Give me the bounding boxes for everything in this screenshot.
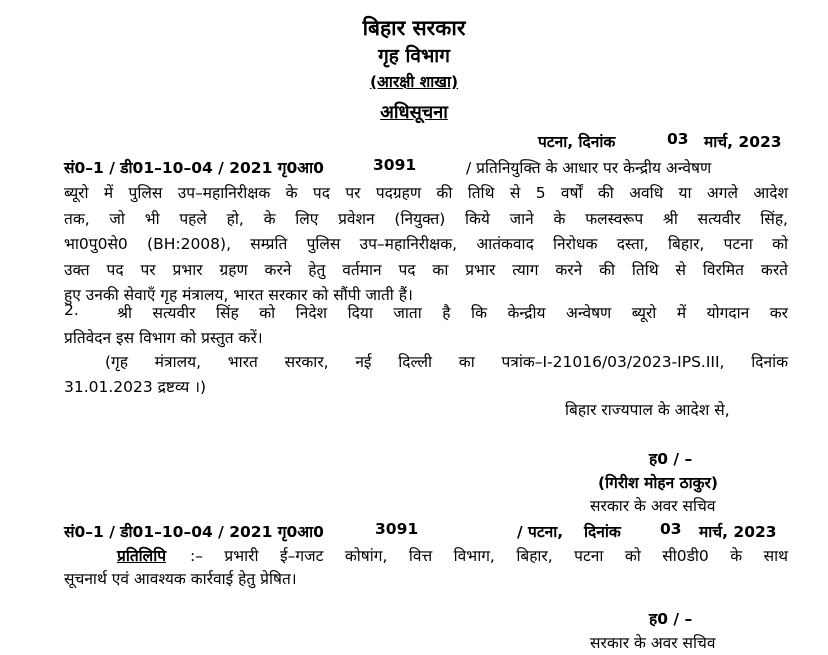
signatory-name: (गिरीश मोहन ठाकुर): [598, 474, 718, 492]
order-line-1: / प्रतिनियुक्ति के आधार पर केन्द्रीय अन्वेषण: [466, 159, 712, 177]
copy-date-month-year: मार्च, 2023: [699, 523, 777, 541]
copy-ref-code: सं0–1 / डी01–10–04 / 2021 गृ0आ0: [64, 523, 324, 541]
copy-label: प्रतिलिपि: [117, 547, 167, 565]
order-line-6: हुए उनकी सेवाएँ गृह मंत्रालय, भारत सरकार को सौंपी जाती हैं।: [64, 286, 413, 304]
by-order-line: बिहार राज्यपाल के आदेश से,: [565, 401, 730, 419]
government-title: बिहार सरकार: [362, 16, 466, 40]
order-line-5: उक्त पद पर प्रभार ग्रहण करने हेतु वर्तमान पद का प्रभार त्याग करने की तिथि से विरमित करते: [64, 261, 788, 279]
copy-date-day: 03: [660, 520, 682, 538]
order-line-4: भा0पु0से0 (BH:2008), सम्प्रति पुलिस उप–महानिरीक्षक, आतंकवाद निरोधक दस्ता, बिहार, पटना को: [64, 235, 788, 253]
copy-date-label: दिनांक: [584, 523, 621, 541]
branch-title: (आरक्षी शाखा): [369, 73, 459, 91]
order-ref-code: सं0–1 / डी01–10–04 / 2021 गृ0आ0: [64, 159, 324, 177]
para2-number: 2.: [64, 301, 79, 319]
order-line-3: तक, जो भी पहले हो, के लिए प्रवेशन (नियुक्त) किये जाने के फलस्वरूप श्री सत्यवीर सिंह,: [64, 210, 788, 228]
date-day: 03: [667, 130, 689, 148]
para2-line-2: प्रतिवेदन इस विभाग को प्रस्तुत करें।: [64, 329, 263, 347]
copy-signature-mark: ह0 / –: [649, 610, 693, 628]
copy-place: / पटना,: [517, 523, 564, 541]
order-line-2: ब्यूरो में पुलिस उप–महानिरीक्षक के पद पर पदग्रहण की तिथि से 5 वर्षों की अवधि या अगले आदेश: [64, 184, 788, 202]
signature-mark: ह0 / –: [649, 450, 693, 468]
copy-ref-number: 3091: [375, 520, 419, 538]
reference-line-1: (गृह मंत्रालय, भारत सरकार, नई दिल्ली का पत्रांक–I-21016/03/2023-IPS.III, दिनांक: [105, 353, 788, 371]
signatory-designation: सरकार के अवर सचिव: [590, 497, 716, 515]
copy-signatory-designation: सरकार के अवर सचिव: [590, 634, 716, 652]
department-title: गृह विभाग: [378, 45, 450, 67]
copy-line-1: :– प्रभारी ई–गजट कोषांग, वित्त विभाग, बिहार, पटना को सी0डी0 के साथ: [190, 547, 788, 565]
copy-line-2: सूचनार्थ एवं आवश्यक कार्रवाई हेतु प्रेषित।: [64, 570, 297, 588]
reference-line-2: 31.01.2023 द्रष्टव्य ।): [64, 378, 207, 396]
notice-title: अधिसूचना: [380, 102, 448, 123]
order-ref-number: 3091: [373, 156, 417, 174]
date-month-year: मार्च, 2023: [704, 133, 782, 151]
date-place: पटना, दिनांक: [538, 133, 616, 151]
para2-line-1: श्री सत्यवीर सिंह को निदेश दिया जाता है कि केन्द्रीय अन्वेषण ब्यूरो में योगदान कर: [117, 304, 788, 322]
